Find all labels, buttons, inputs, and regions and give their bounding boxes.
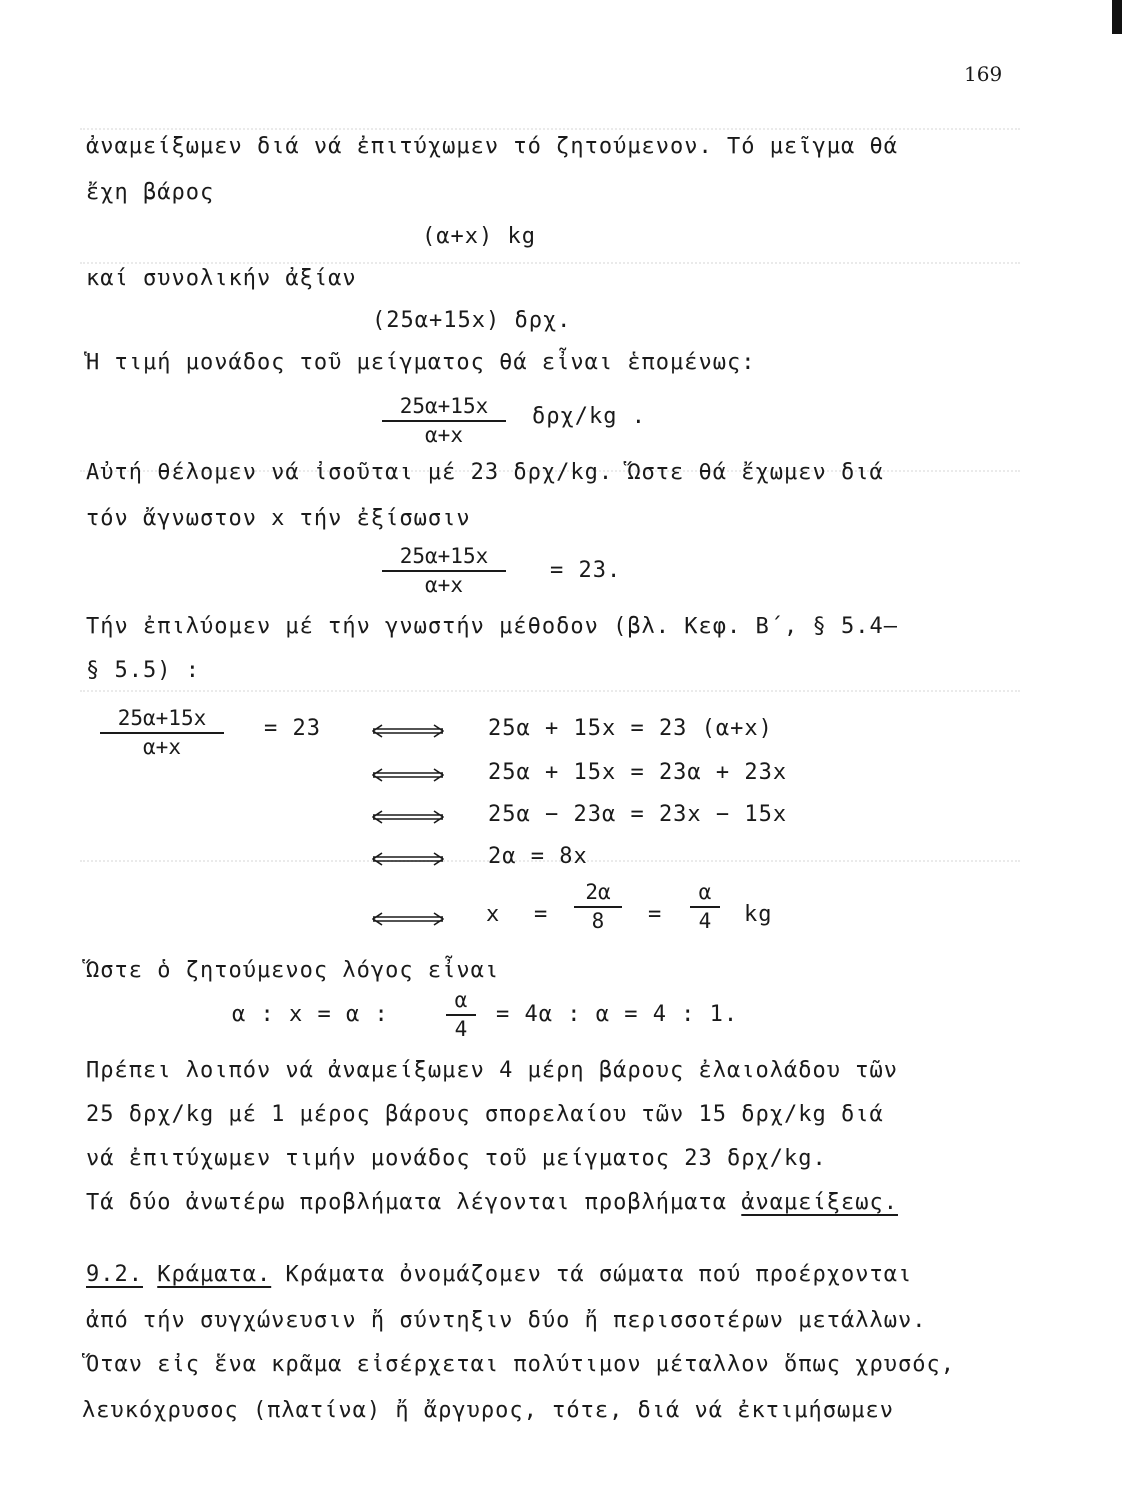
- text-line: ἔχη βάρος: [86, 180, 215, 205]
- formula-value: (25α+15x) δρχ.: [372, 308, 572, 333]
- equivalence-arrow-icon: [372, 810, 444, 824]
- final-variable: x: [486, 902, 501, 927]
- equivalence-arrow-icon: [372, 768, 444, 782]
- fraction-final-2: [690, 880, 720, 933]
- fraction-numerator: 25α+15x: [100, 706, 224, 734]
- underlined-term: ἀναμείξεως.: [741, 1190, 898, 1215]
- solution-lhs-rhs: = 23: [264, 716, 321, 741]
- text-line: Ὥστε ὁ ζητούμενος λόγος εἶναι: [86, 958, 500, 983]
- equivalence-arrow-icon: [372, 852, 444, 866]
- final-equals: =: [648, 902, 663, 927]
- text-line: Πρέπει λοιπόν νά ἀναμείξωμεν 4 μέρη βάρους ἐλαιολάδου τῶν: [86, 1058, 898, 1083]
- solution-step: 25α + 15x = 23α + 23x: [488, 760, 788, 785]
- fraction-equation: [382, 544, 506, 597]
- text-line: [86, 1190, 898, 1215]
- fraction-denominator: α+x: [425, 573, 463, 597]
- fraction-numerator: 25α+15x: [382, 544, 506, 572]
- text-segment: Τά δύο ἀνωτέρω προβλήματα λέγονται προβλήματα: [86, 1190, 742, 1215]
- section-heading-line: [86, 1262, 912, 1287]
- bleed-through-line: [80, 262, 1020, 264]
- fraction-denominator: α+x: [425, 423, 463, 447]
- solution-step: 25α + 15x = 23 (α+x): [488, 716, 773, 741]
- ratio-right: = 4α : α = 4 : 1.: [496, 1002, 739, 1027]
- fraction-unit-price: [382, 394, 506, 447]
- text-line: Αὐτή θέλομεν νά ἰσοῦται μέ 23 δρχ/kg. Ὥστε θά ἔχωμεν διά: [86, 460, 884, 485]
- ratio-left: α : x = α :: [232, 1002, 389, 1027]
- section-number: 9.2.: [86, 1262, 143, 1287]
- fraction-ratio: [446, 988, 476, 1041]
- final-unit: kg: [744, 902, 773, 927]
- text-line: ἀπό τήν συγχώνευσιν ἤ σύντηξιν δύο ἤ περισσοτέρων μετάλλων.: [86, 1308, 927, 1333]
- section-title: Κράματα.: [157, 1262, 272, 1287]
- text-line: Ἡ τιμή μονάδος τοῦ μείγματος θά εἶναι ἑπομένως:: [86, 350, 756, 375]
- text-segment: Κράματα ὀνομάζομεν τά σώματα πού προέρχονται: [271, 1262, 913, 1287]
- solution-step: 25α − 23α = 23x − 15x: [488, 802, 788, 827]
- fraction-denominator: α+x: [143, 735, 181, 759]
- text-line: νά ἐπιτύχωμεν τιμήν μονάδος τοῦ μείγματος 23 δρχ/kg.: [86, 1146, 827, 1171]
- fraction-denominator: 4: [454, 1017, 468, 1041]
- fraction-denominator: 8: [591, 909, 605, 933]
- fraction-denominator: 4: [698, 909, 712, 933]
- equivalence-arrow-icon: [372, 912, 444, 926]
- scan-edge-mark: [1112, 0, 1122, 34]
- text-line: λευκόχρυσος (πλατίνα) ἤ ἄργυρος, τότε, διά νά ἐκτιμήσωμεν: [82, 1398, 894, 1423]
- equation-rhs: = 23.: [550, 558, 622, 583]
- unit-label: δρχ/kg .: [532, 404, 646, 429]
- fraction-numerator: α: [446, 988, 476, 1016]
- page-number: 169: [964, 62, 1003, 86]
- text-line: Ὅταν εἰς ἕνα κρᾶμα εἰσέρχεται πολύτιμον μέταλλον ὅπως χρυσός,: [86, 1352, 955, 1377]
- fraction-numerator: α: [690, 880, 720, 908]
- solution-step: 2α = 8x: [488, 844, 588, 869]
- bleed-through-line: [80, 128, 1020, 130]
- fraction-solution-lhs: [100, 706, 224, 759]
- fraction-numerator: 25α+15x: [382, 394, 506, 422]
- formula-weight: (α+x) kg: [422, 224, 536, 249]
- final-equals: =: [534, 902, 549, 927]
- text-line: καί συνολικήν ἀξίαν: [86, 266, 357, 291]
- text-line: Τήν ἐπιλύομεν μέ τήν γνωστήν μέθοδον (βλ. Κεφ. Β΄, § 5.4–: [86, 614, 898, 639]
- text-line: § 5.5) :: [86, 658, 200, 683]
- bleed-through-line: [80, 690, 1020, 692]
- text-line: 25 δρχ/kg μέ 1 μέρος βάρους σπορελαίου τῶν 15 δρχ/kg διά: [86, 1102, 884, 1127]
- equivalence-arrow-icon: [372, 724, 444, 738]
- text-line: τόν ἄγνωστον x τήν ἐξίσωσιν: [86, 506, 471, 531]
- fraction-numerator: 2α: [574, 880, 622, 908]
- fraction-final-1: [574, 880, 622, 933]
- text-line: ἀναμείξωμεν διά νά ἐπιτύχωμεν τό ζητούμενον. Τό μεῖγμα θά: [86, 134, 898, 159]
